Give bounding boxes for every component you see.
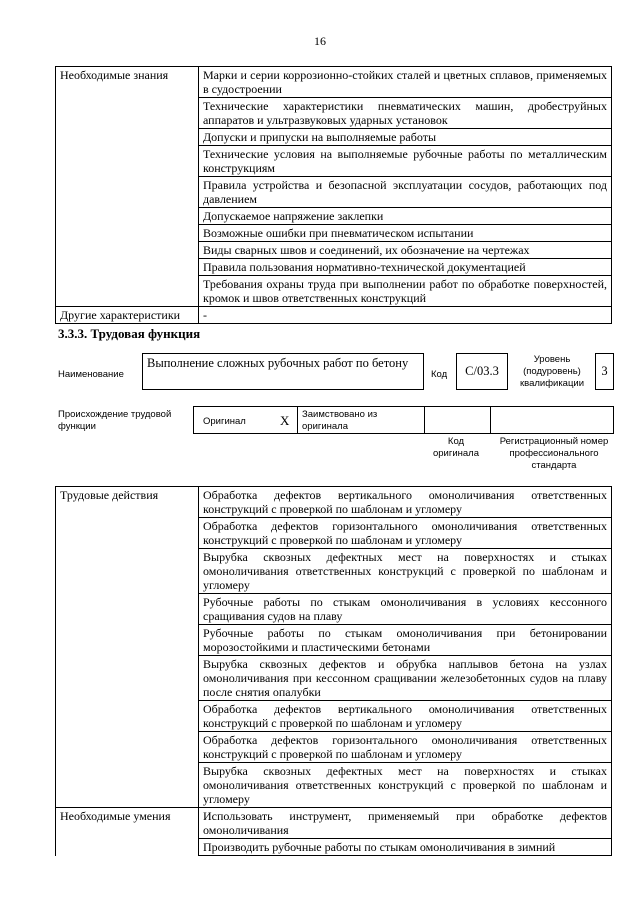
page-number: 16 — [314, 34, 326, 48]
code-label: Код — [431, 369, 448, 380]
actions-label: Трудовые действия — [56, 487, 199, 518]
action-item: Обработка дефектов горизонтального омоноличивания ответственных конструкций с проверкой по шаблонам и угломеру — [199, 518, 612, 549]
function-name-box — [142, 353, 424, 390]
skill-item: Производить рубочные работы по стыкам омоноличивания в зимний — [199, 839, 612, 856]
knowledge-label: Необходимые знания — [56, 67, 199, 98]
action-item: Обработка дефектов вертикального омоноличивания ответственных конструкций с проверкой по шаблонам и угломеру — [199, 487, 612, 518]
knowledge-item: Марки и серии коррозионно-стойких сталей и цветных сплавов, применяемых в судостроении — [199, 67, 612, 98]
knowledge-item: Технические характеристики пневматических машин, дробеструйных аппаратов и ультразвуковых ударных установок — [199, 98, 612, 129]
skills-label: Необходимые умения — [56, 808, 199, 839]
function-name: Выполнение сложных рубочных работ по бетону — [147, 356, 409, 370]
knowledge-item: Возможные ошибки при пневматическом испытании — [199, 225, 612, 242]
knowledge-item: Требования охраны труда при выполнении работ по обработке поверхностей, кромок и швов ответственных конструкций — [199, 276, 612, 307]
action-item: Вырубка сквозных дефектов и обрубка наплывов бетона на узлах омоноличивания при кессонном сращивании железобетонных судов на плаву после снятия опалубки — [199, 656, 612, 701]
knowledge-item: Технические условия на выполняемые рубочные работы по металлическим конструкциям — [199, 146, 612, 177]
code-original-caption: Код оригинала — [432, 436, 479, 459]
original-label: Оригинал — [203, 416, 246, 427]
action-item: Вырубка сквозных дефектных мест на поверхностях и стыках омоноличивания ответственных конструкций с проверкой по шаблонам и угломеру — [199, 549, 612, 594]
action-item: Обработка дефектов вертикального омоноличивания ответственных конструкций с проверкой по шаблонам и угломеру — [199, 701, 612, 732]
knowledge-table — [55, 66, 612, 324]
other-characteristics-label: Другие характеристики — [56, 307, 199, 324]
origin-label: Происхождение трудовой функции — [58, 409, 172, 432]
knowledge-item: Виды сварных швов и соединений, их обозначение на чертежах — [199, 242, 612, 259]
section-heading: 3.3.3. Трудовая функция — [58, 326, 201, 341]
name-label: Наименование — [58, 369, 124, 380]
action-item: Рубочные работы по стыкам омоноличивания при бетонировании морозостойкими и пластическими бетонами — [199, 625, 612, 656]
actions-table — [55, 486, 612, 856]
level-box — [595, 353, 614, 390]
function-code-box — [456, 353, 508, 390]
skill-item: Использовать инструмент, применяемый при обработке дефектов омоноличивания — [199, 808, 612, 839]
level-value: 3 — [601, 364, 608, 378]
knowledge-item: Правила пользования нормативно-технической документацией — [199, 259, 612, 276]
knowledge-item: Допуски и припуски на выполняемые работы — [199, 129, 612, 146]
action-item: Рубочные работы по стыкам омоноличивания в условиях кессонного сращивания судов на плаву — [199, 594, 612, 625]
original-mark: X — [280, 413, 290, 428]
reg-number-caption: Регистрационный номер профессионального стандарта — [499, 436, 609, 471]
level-label: Уровень (подуровень) квалификации — [519, 354, 585, 389]
knowledge-item: Допускаемое напряжение заклепки — [199, 208, 612, 225]
knowledge-item: Правила устройства и безопасной эксплуатации сосудов, работающих под давлением — [199, 177, 612, 208]
borrowed-label: Заимствовано из оригинала — [302, 409, 378, 432]
function-code: С/03.3 — [465, 364, 499, 378]
other-characteristics-value: - — [199, 307, 612, 324]
action-item: Вырубка сквозных дефектных мест на поверхностях и стыках омоноличивания ответственных конструкций с проверкой по шаблонам и угломеру — [199, 763, 612, 808]
action-item: Обработка дефектов горизонтального омоноличивания ответственных конструкций с проверкой по шаблонам и угломеру — [199, 732, 612, 763]
